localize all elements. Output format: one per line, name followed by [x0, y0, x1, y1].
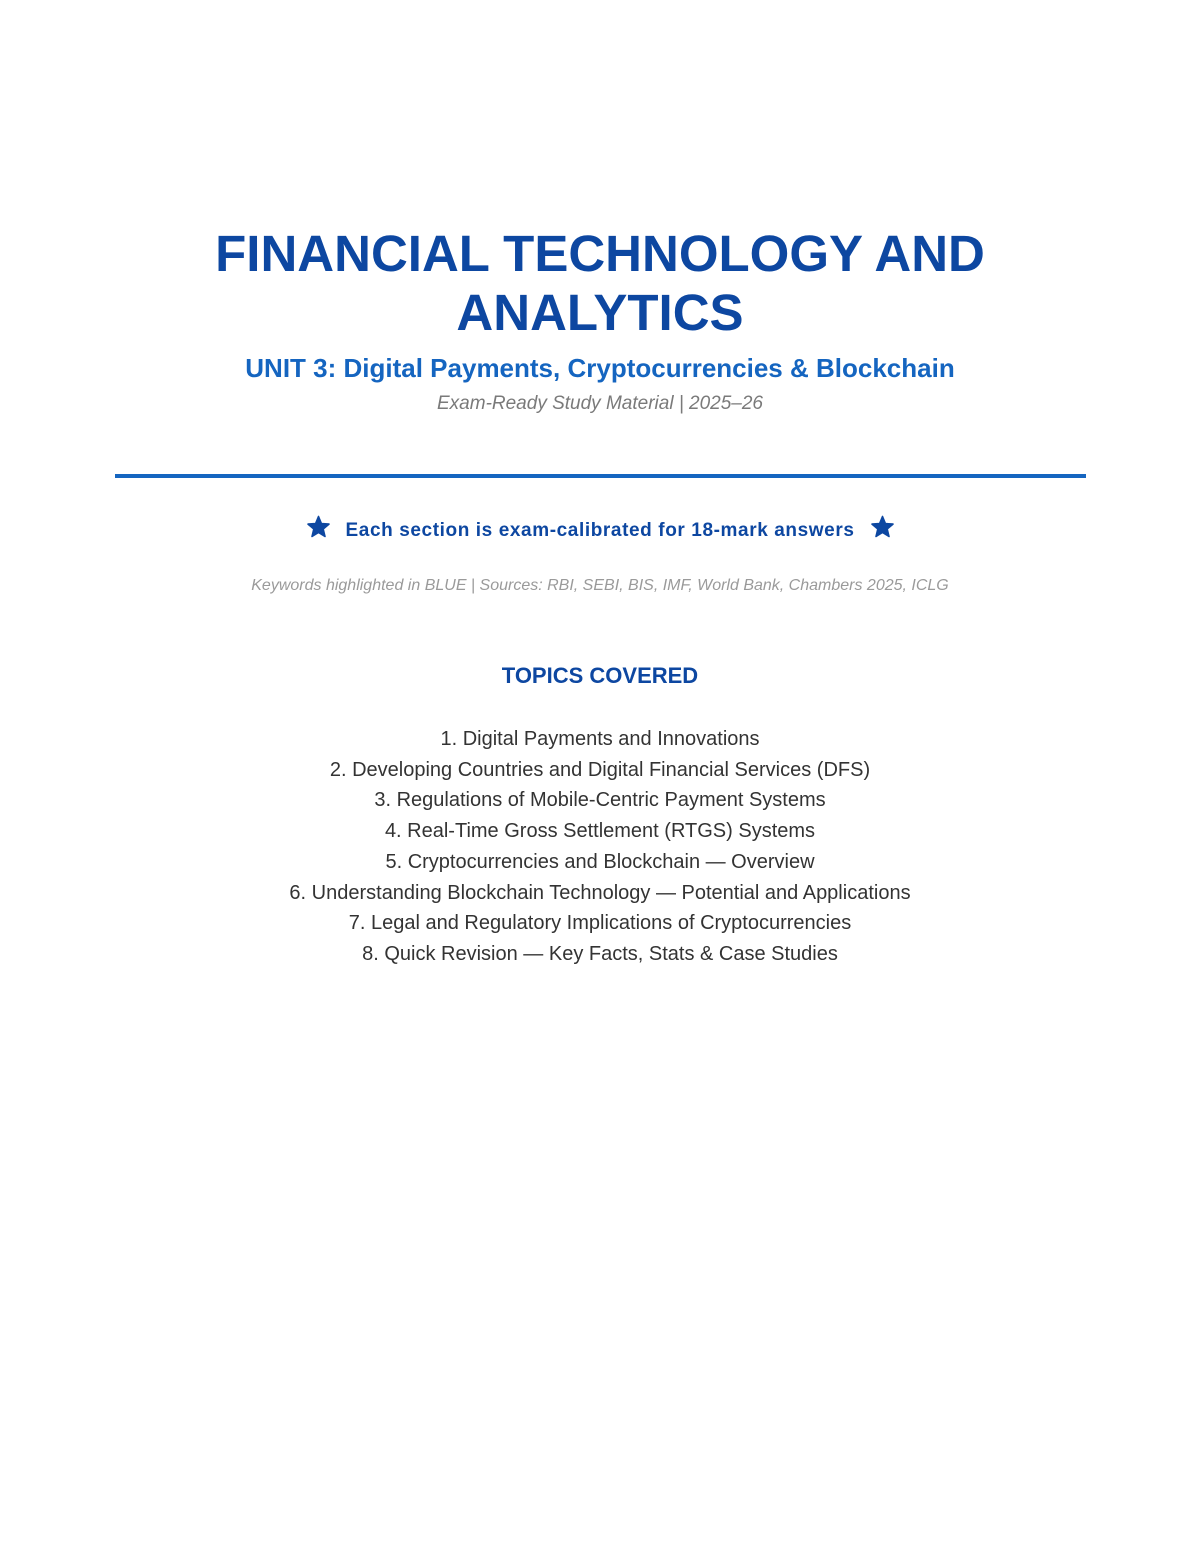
star-icon — [870, 515, 895, 539]
topic-item: 2. Developing Countries and Digital Financial Services (DFS) — [329, 758, 871, 781]
sources-line: Keywords highlighted in BLUE | Sources: RBI, SEBI, BIS, IMF, World Bank, Chambers 2025, ICLG — [251, 577, 949, 594]
topics-heading: TOPICS COVERED — [501, 663, 699, 688]
topic-item: 6. Understanding Blockchain Technology — Potential and Applications — [289, 881, 911, 904]
document-subtitle: UNIT 3: Digital Payments, Cryptocurrencies & Blockchain — [245, 353, 955, 383]
topic-item: 3. Regulations of Mobile-Centric Payment Systems — [374, 789, 826, 812]
section-divider — [115, 474, 1086, 478]
topic-item: 8. Quick Revision — Key Facts, Stats & Case Studies — [362, 942, 838, 965]
topics-list — [100, 724, 1100, 970]
document-title: FINANCIAL TECHNOLOGY AND ANALYTICS — [215, 225, 985, 341]
topic-item: 1. Digital Payments and Innovations — [440, 728, 760, 750]
exam-notice-text: Each section is exam-calibrated for 18-mark answers — [345, 520, 855, 541]
topic-item: 5. Cryptocurrencies and Blockchain — Overview — [385, 850, 815, 873]
star-icon — [306, 515, 331, 539]
exam-notice — [100, 515, 1100, 544]
document-meta: Exam-Ready Study Material | 2025–26 — [437, 393, 763, 414]
topic-item: 7. Legal and Regulatory Implications of Cryptocurrencies — [348, 912, 852, 935]
topic-item: 4. Real-Time Gross Settlement (RTGS) Systems — [384, 820, 816, 843]
